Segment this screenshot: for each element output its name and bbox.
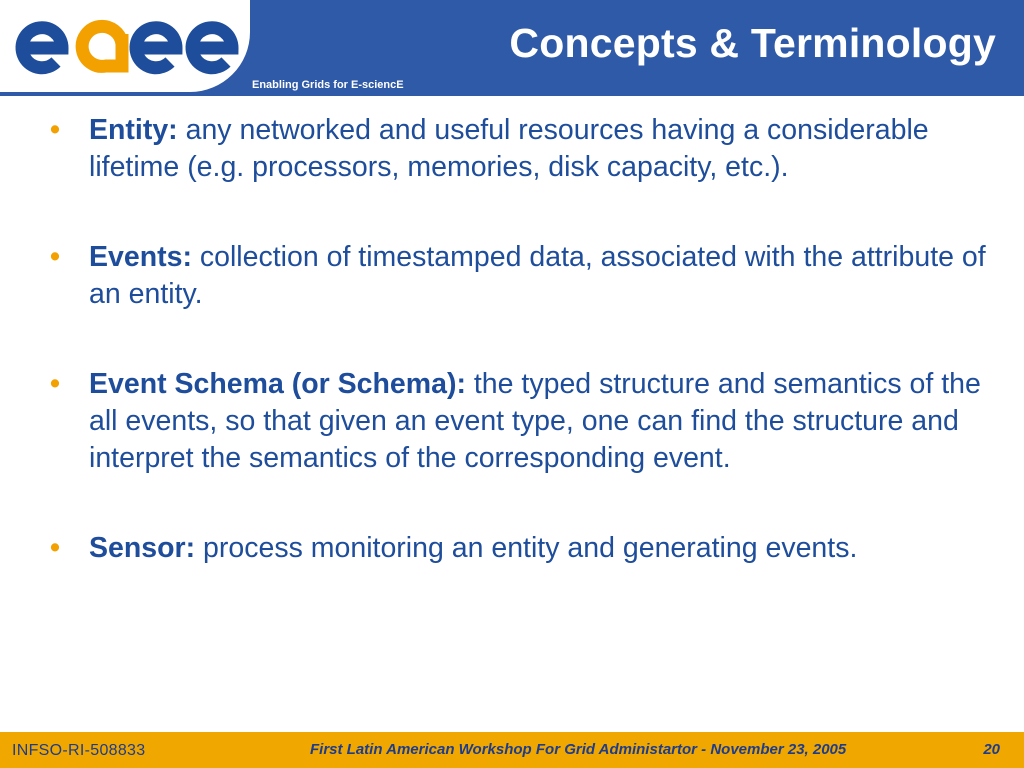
- bullet-term: Entity:: [89, 114, 178, 146]
- bullet-term: Events:: [89, 241, 192, 273]
- footer-bar: [0, 732, 1024, 768]
- bullet-list: [46, 112, 996, 620]
- bullet-text: process monitoring an entity and generating events.: [203, 532, 858, 564]
- bullet-text: collection of timestamped data, associated with the attribute of an entity.: [89, 241, 986, 310]
- bullet-item-sensor: [46, 530, 996, 567]
- bullet-term: Event Schema (or Schema):: [89, 368, 466, 400]
- bullet-text: any networked and useful resources having a considerable lifetime (e.g. processors, memories, disk capacity, etc.).: [89, 114, 929, 183]
- bullet-dot-icon: •: [50, 241, 60, 273]
- bullet-item-event-schema: [46, 366, 996, 477]
- footer-event: First Latin American Workshop For Grid Administartor - November 23, 2005: [310, 741, 847, 758]
- slide-title: Concepts & Terminology: [509, 20, 996, 66]
- page-number: 20: [983, 741, 1000, 758]
- logo-panel: [0, 0, 250, 92]
- bullet-dot-icon: •: [50, 114, 60, 146]
- egee-logo: [10, 14, 240, 78]
- bullet-term: Sensor:: [89, 532, 196, 564]
- bullet-dot-icon: •: [50, 532, 60, 564]
- bullet-dot-icon: •: [50, 368, 60, 400]
- header-bar: [0, 0, 1024, 96]
- tagline: Enabling Grids for E-sciencE: [252, 79, 404, 91]
- bullet-item-events: [46, 239, 996, 313]
- bullet-text: the typed structure and semantics of the all events, so that given an event type, one can find the structure and interpret the semantics of the corresponding event.: [89, 368, 981, 474]
- bullet-item-entity: [46, 112, 996, 186]
- footer-project-id: INFSO-RI-508833: [12, 742, 146, 759]
